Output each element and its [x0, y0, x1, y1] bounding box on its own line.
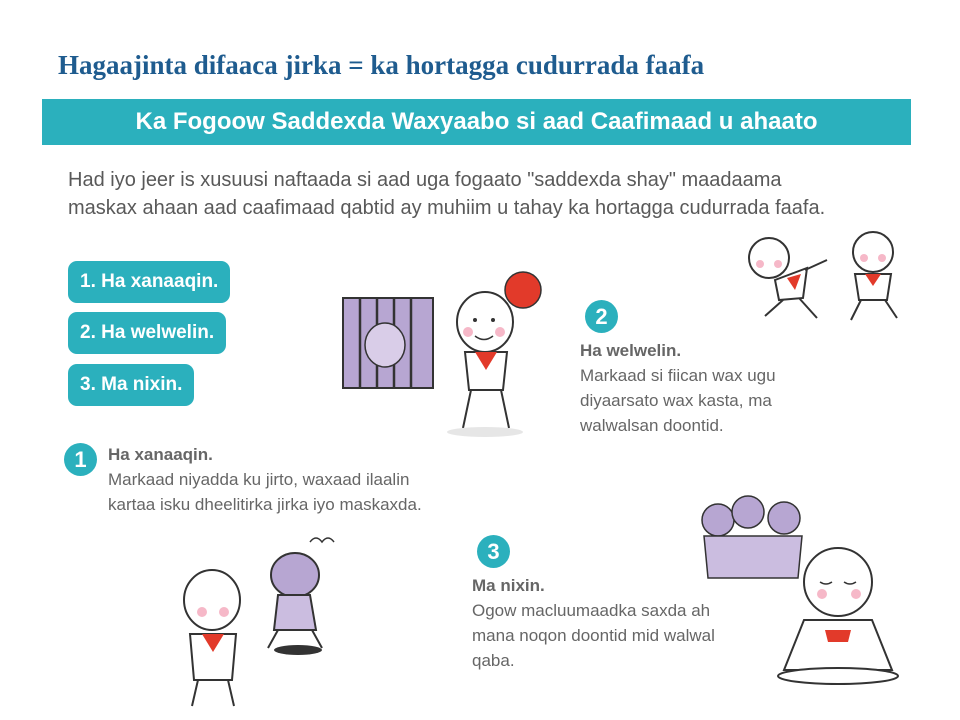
item-3-body: Ogow macluumaadka saxda ah mana noqon doontid mid walwal qaba.	[472, 601, 715, 670]
item-1-description	[108, 442, 453, 517]
item-2-body: Markaad si fiican wax ugu diyaarsato wax kasta, ma walwalsan doontid.	[580, 366, 776, 435]
item-2-description	[580, 338, 830, 438]
item-1-heading: Ha xanaaqin.	[108, 445, 213, 464]
cage-and-ball-illustration	[335, 270, 550, 440]
intro-paragraph: Had iyo jeer is xusuusi naftaada si aad uga fogaato "saddexda shay" maadaama maskax ahaan aad caafimaad qabtid ay muhiim u tahay ka hortagga cudurrada faafa.	[68, 169, 826, 219]
pill-dont-worry: 2. Ha welwelin.	[68, 312, 226, 354]
number-badge-2: 2	[585, 300, 618, 333]
item-3-heading: Ma nixin.	[472, 576, 545, 595]
pill-dont-panic: 3. Ma nixin.	[68, 364, 194, 406]
page-title: Hagaajinta difaaca jirka = ka hortagga cudurrada faafa	[58, 50, 705, 80]
jumping-figures-illustration	[735, 220, 915, 325]
angry-figure-illustration	[160, 530, 350, 710]
item-1-body: Markaad niyadda ku jirto, waxaad ilaalin kartaa isku dheelitirka jirka iyo maskaxda.	[108, 470, 422, 514]
item-2-heading: Ha welwelin.	[580, 341, 682, 360]
pill-dont-get-angry: 1. Ha xanaaqin.	[68, 261, 230, 303]
section-banner: Ka Fogoow Saddexda Waxyaabo si aad Caafimaad u ahaato	[42, 99, 911, 145]
meditating-figure-illustration	[680, 490, 915, 690]
number-badge-1: 1	[64, 443, 97, 476]
number-badge-3: 3	[477, 535, 510, 568]
